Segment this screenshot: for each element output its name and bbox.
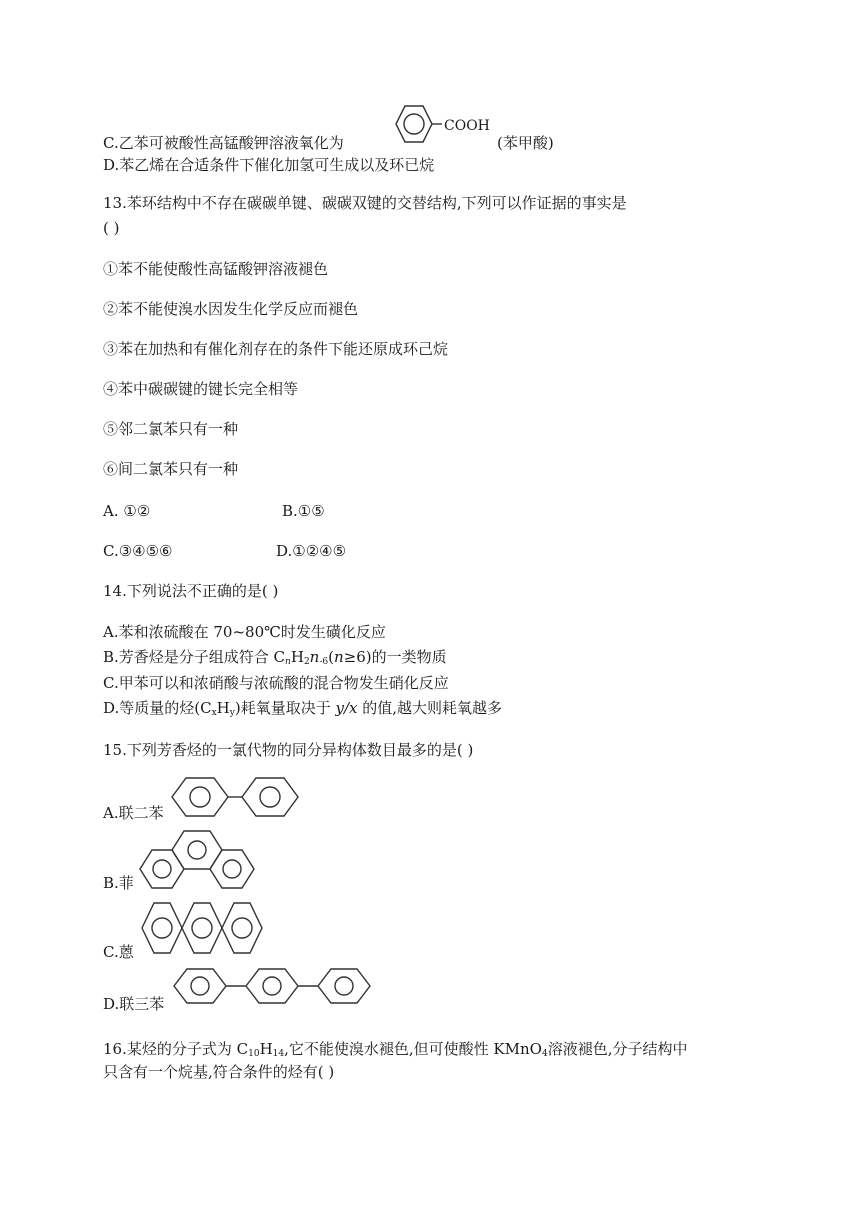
q15-stem: 15.下列芳香烃的一氯代物的同分异构体数目最多的是( ) [103,741,474,759]
q15-option-a-label: A.联二苯 [103,804,164,822]
q13-option-c: C.③④⑤⑥ [103,542,173,560]
q12-option-c-suffix: (苯甲酸) [497,134,554,152]
q14-option-c: C.甲苯可以和浓硝酸与浓硫酸的混合物发生硝化反应 [103,674,449,692]
q14-option-d: D.等质量的烃$(C_xH_y)$耗氧量取决于 y/x 的值,越大则耗氧越多 [103,699,503,718]
q13-stem: 13.苯环结构中不存在碳碳单键、碳碳双键的交替结构,下列可以作证据的事实是 [103,194,627,212]
q14-option-b: B.芳香烃是分子组成符合 $C_nH_2n_{-6}(n\ge 6)$的一类物质 [103,648,447,667]
biphenyl-structure [168,774,308,822]
benzoic-acid-structure [380,100,500,156]
q16-line-2: 只含有一个烷基,符合条件的烃有( ) [103,1063,335,1081]
q13-option-d: D.①②④⑤ [276,542,347,560]
phenanthrene-structure [136,826,276,896]
q13-fact-3: ③苯在加热和有催化剂存在的条件下能还原成环己烷 [103,340,449,358]
q15-option-c-label: C.蒽 [103,943,134,961]
q15-option-d-label: D.联三苯 [103,995,165,1013]
q13-fact-5: ⑤邻二氯苯只有一种 [103,420,239,438]
q13-fact-1: ①苯不能使酸性高锰酸钾溶液褪色 [103,260,329,278]
q14-option-a: A.苯和浓硫酸在 70~80℃时发生磺化反应 [103,623,386,641]
terphenyl-structure [172,965,382,1009]
q16-text-1: 16.某烃的分子式为 C [103,1040,249,1058]
q12-option-c [103,133,344,153]
cooh-label: COOH [444,118,490,134]
q13-fact-2: ②苯不能使溴水因发生化学反应而褪色 [103,300,359,318]
q13-option-b: B.①⑤ [282,502,325,520]
q16-line-1: 16.某烃的分子式为 $C_{10}H_{14}$,它不能使溴水褪色,但可使酸性 KMnO$_4$溶液褪色,分子结构中 [103,1040,688,1059]
q15-option-b-label: B.菲 [103,874,134,892]
q13-answer-paren: ( ) [103,219,120,237]
anthracene-structure [138,898,278,962]
q13-fact-6: ⑥间二氯苯只有一种 [103,460,239,478]
q14-option-d-text: D.等质量的烃(C [103,699,212,717]
q12-option-c-text: C.乙苯可被酸性高锰酸钾溶液氧化为 [103,134,344,152]
q14-stem: 14.下列说法不正确的是( ) [103,582,279,600]
q13-fact-4: ④苯中碳碳键的键长完全相等 [103,380,299,398]
q13-option-a: A. ①② [103,502,151,520]
q12-option-d: D.苯乙烯在合适条件下催化加氢可生成以及环已烷 [103,156,435,174]
q14-option-b-text: B.芳香烃是分子组成符合 C [103,648,286,666]
